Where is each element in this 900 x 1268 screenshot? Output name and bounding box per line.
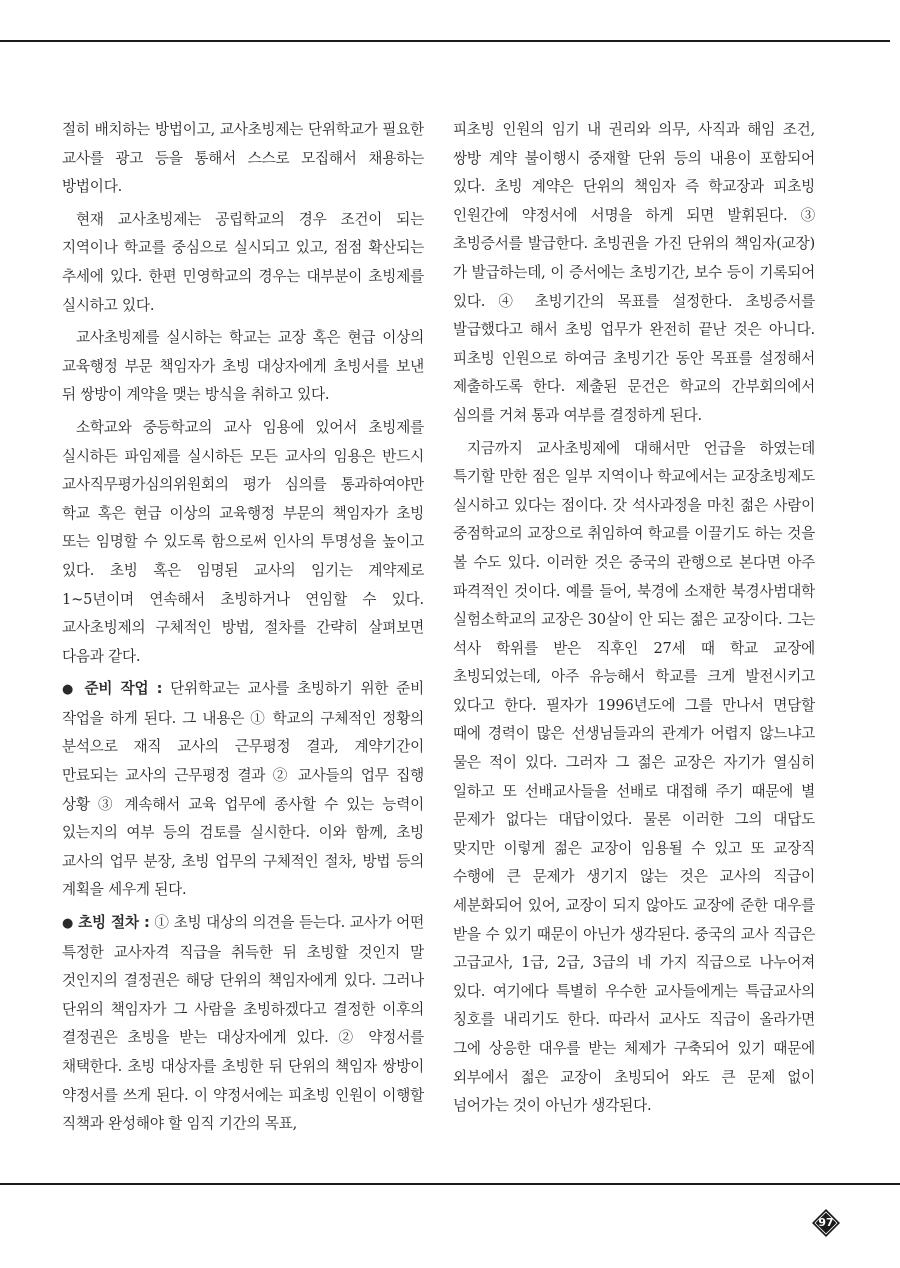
bottom-rule [0,1183,900,1185]
list-item-preparation [62,675,424,905]
item-title: 초빙 절차 : [78,914,150,932]
top-rule [0,40,890,42]
paragraph: 지금까지 교사초빙제에 대해서만 언급을 하였는데 특기할 만한 점은 일부 지역이나 학교에서는 교장초빙제도 실시하고 있다는 점이다. 갓 석사과정을 마친 젊은 사람이 중점학교의 교장으로 취임하여 학교를 이끌기도 하는 것을 볼 수도 있다. 이러한 것은 중국의 관행으로 본다면 아주 파격적인 것이다. 예를 들어, 북경에 소재한 북경사범대학 실험소학교의 교장은 30살이 안 되는 젊은 교장이다. 그는 석사 학위를 받은 직후인 27세 때 학교 교장에 초빙되었는데, 아주 유능해서 학교를 크게 발전시키고 있다고 한다. 필자가 1996년도에 그를 만나서 면담할 때에 경력이 많은 선생님들과의 관계가 어렵지 않느냐고 물은 적이 있다. 그러자 그 젊은 교장은 자기가 열심히 일하고 또 선배교사들을 선배로 대접해 주기 때문에 별 문제가 없다는 대답이었다. 물론 이러한 그의 대답도 맞지만 이렇게 젊은 교장이 임용될 수 있고 또 교장직 수행에 큰 문제가 생기지 않는 것은 교사의 직급이 세분화되어 있어, 교장이 되지 않아도 교장에 준한 대우를 받을 수 있기 때문이 아닌가 생각된다. 중국의 교사 직급은 고급교사, 1급, 2급, 3급의 네 가지 직급으로 나누어져 있다. 여기에다 특별히 우수한 교사들에게는 특급교사의 칭호를 내리기도 한다. 따라서 교사도 직급이 올라가면 그에 상응한 대우를 받는 체제가 구축되어 있기 때문에 외부에서 젊은 교장이 초빙되어 와도 큰 문제 없이 넘어가는 것이 아닌가 생각된다. [453,439,815,1115]
item-text: ① 초빙 대상의 의견을 듣는다. 교사가 어떤 특정한 교사자격 직급을 취득한 뒤 초빙할 것인지 말 것인지의 결정권은 해당 단위의 책임자에게 있다. 그러나 단위의 책임자가 그 사람을 초빙하겠다고 결정한 이후의 결정권은 초빙을 받는 대상자에게 있다. ② 약정서를 채택한다. 초빙 대상자를 초빙한 뒤 단위의 책임자 쌍방이 약정서를 쓰게 된다. 이 약정서에는 피초빙 인원이 이행할 직책과 완성해야 할 임직 기간의 목표, [62,914,424,1133]
left-column [62,116,424,1143]
paragraph: 소학교와 중등학교의 교사 임용에 있어서 초빙제를 실시하든 파임제를 실시하든 모든 교사의 임용은 반드시 교사직무평가심의위원회의 평가 심의를 통과하여야만 학교 혹은 현급 이상의 교육행정 부문의 책임자가 초빙 또는 임명할 수 있도록 함으로써 인사의 투명성을 높이고 있다. 초빙 혹은 임명된 교사의 임기는 계약제로 1~5년이며 연속해서 초빙하거나 연임할 수 있다. 교사초빙제의 구체적인 방법, 절차를 간략히 살펴보면 다음과 같다. [62,418,424,665]
right-column [453,116,815,1125]
paragraph: 현재 교사초빙제는 공립학교의 경우 조건이 되는 지역이나 학교를 중심으로 실시되고 있고, 점점 확산되는 추세에 있다. 한편 민영학교의 경우는 대부분이 초빙제를 실시하고 있다. [62,210,424,314]
bullet-icon: ● [62,916,74,932]
bullet-icon: ● [62,682,77,698]
item-title: 준비 작업 : [84,680,163,698]
paragraph: 절히 배치하는 방법이고, 교사초빙제는 단위학교가 필요한 교사를 광고 등을 통해서 스스로 모집해서 채용하는 방법이다. [62,121,424,196]
list-item-procedure [62,909,424,1139]
item-text: 단위학교는 교사를 초빙하기 위한 준비 작업을 하게 된다. 그 내용은 ① 학교의 구체적인 정황의 분석으로 재직 교사의 근무평정 결과, 계약기간이 만료되는 교사의 근무평정 결과 ② 교사들의 업무 집행 상황 ③ 계속해서 교육 업무에 종사할 수 있는 능력이 있는지의 여부 등의 검토를 실시한다. 이와 함께, 초빙 교사의 업무 분장, 초빙 업무의 구체적인 절차, 방법 등의 계획을 세우게 된다. [62,680,424,899]
page-number: 97 [818,1216,834,1229]
paragraph: 피초빙 인원의 임기 내 권리와 의무, 사직과 해임 조건, 쌍방 계약 불이행시 중재할 단위 등의 내용이 포함되어 있다. 초빙 계약은 단위의 책임자 즉 학교장과 피초빙 인원간에 약정서에 서명을 하게 되면 발휘된다. ③ 초빙증서를 발급한다. 초빙권을 가진 단위의 책임자(교장)가 발급하는데, 이 증서에는 초빙기간, 보수 등이 기록되어 있다. ④ 초빙기간의 목표를 설정한다. 초빙증서를 발급했다고 해서 초빙 업무가 완전히 끝난 것은 아니다. 피초빙 인원으로 하여금 초빙기간 동안 목표를 설정해서 제출하도록 한다. 제출된 문건은 학교의 간부회의에서 심의를 거쳐 통과 여부를 결정하게 된다. [453,121,815,424]
paragraph: 교사초빙제를 실시하는 학교는 교장 혹은 현급 이상의 교육행정 부문 책임자가 초빙 대상자에게 초빙서를 보낸 뒤 쌍방이 계약을 맺는 방식을 취하고 있다. [62,329,424,404]
